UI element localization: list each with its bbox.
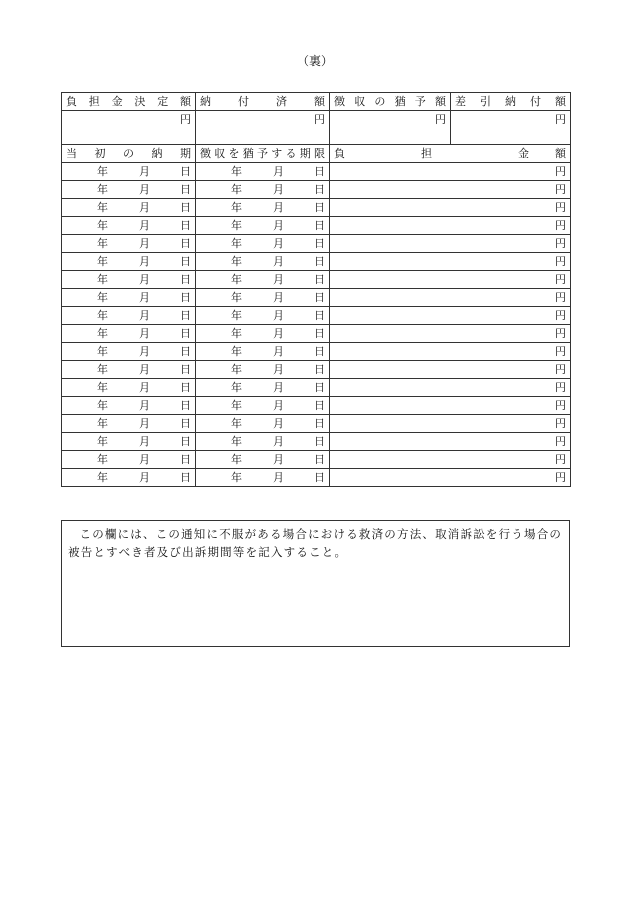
deferral-deadline-year-unit: 年 [231,165,242,178]
original-due-year-unit: 年 [97,417,108,430]
burden-amount-cell[interactable]: 円 [330,199,571,217]
deferral-deadline-day-unit: 日 [314,165,325,178]
schedule-row [62,163,571,181]
header-paid: 納付済額 [196,93,330,111]
deferral-deadline-month-unit: 月 [273,399,284,412]
original-due-year-unit: 年 [97,201,108,214]
original-due-date-cell[interactable] [62,325,196,343]
header-burden-decided: 負担金決定額 [62,93,196,111]
original-due-date-cell[interactable] [62,217,196,235]
deferral-deadline-year-unit: 年 [231,219,242,232]
deferral-deadline-day-unit: 日 [314,183,325,196]
deferral-deadline-month-unit: 月 [273,453,284,466]
deferral-deadline-day-unit: 日 [314,345,325,358]
original-due-day-unit: 日 [180,345,191,358]
burden-amount-cell[interactable]: 円 [330,451,571,469]
subheader-char-3: 金 [518,147,529,160]
original-due-year-unit: 年 [97,471,108,484]
deferral-deadline-month-unit: 月 [273,435,284,448]
original-due-day-unit: 日 [180,273,191,286]
original-due-year-unit: 年 [97,363,108,376]
deferral-deadline-day-unit: 日 [314,273,325,286]
original-due-date-cell[interactable] [62,469,196,487]
original-due-day-unit: 日 [180,381,191,394]
original-due-month-unit: 月 [139,273,150,286]
original-due-year-unit: 年 [97,381,108,394]
original-due-date-cell[interactable] [62,379,196,397]
remedy-note-box [61,520,570,647]
original-due-month-unit: 月 [139,183,150,196]
burden-amount-cell[interactable]: 円 [330,289,571,307]
header-row [62,93,571,111]
original-due-day-unit: 日 [180,201,191,214]
original-due-month-unit: 月 [139,309,150,322]
schedule-row [62,289,571,307]
deferral-deadline-day-unit: 日 [314,201,325,214]
burden-amount-cell[interactable]: 円 [330,253,571,271]
deferral-deadline-month-unit: 月 [273,327,284,340]
deferral-deadline-year-unit: 年 [231,417,242,430]
original-due-month-unit: 月 [139,435,150,448]
deferral-deadline-year-unit: 年 [231,345,242,358]
original-due-day-unit: 日 [180,327,191,340]
original-due-date-cell[interactable] [62,253,196,271]
schedule-row [62,343,571,361]
header-deferred: 徴収の猶予額 [330,93,451,111]
original-due-month-unit: 月 [139,471,150,484]
original-due-month-unit: 月 [139,165,150,178]
deferral-deadline-month-unit: 月 [273,219,284,232]
original-due-date-cell[interactable] [62,163,196,181]
deferral-deadline-month-unit: 月 [273,345,284,358]
burden-amount-cell[interactable]: 円 [330,271,571,289]
schedule-row [62,253,571,271]
deferral-deadline-date-cell[interactable] [196,415,330,433]
burden-form-table [61,92,571,487]
original-due-month-unit: 月 [139,327,150,340]
burden-amount-cell[interactable]: 円 [330,397,571,415]
original-due-date-cell[interactable] [62,361,196,379]
subheader-char-4: 額 [555,147,566,160]
deferral-deadline-year-unit: 年 [231,363,242,376]
original-due-day-unit: 日 [180,183,191,196]
deferral-deadline-date-cell[interactable] [196,163,330,181]
deferral-deadline-month-unit: 月 [273,381,284,394]
original-due-month-unit: 月 [139,291,150,304]
deferral-deadline-date-cell[interactable] [196,271,330,289]
deferral-deadline-month-unit: 月 [273,237,284,250]
burden-amount-cell[interactable]: 円 [330,163,571,181]
schedule-row [62,199,571,217]
deferral-deadline-month-unit: 月 [273,471,284,484]
header-net-payable: 差引納付額 [451,93,571,111]
original-due-month-unit: 月 [139,453,150,466]
original-due-day-unit: 日 [180,237,191,250]
deferral-deadline-day-unit: 日 [314,435,325,448]
deferral-deadline-year-unit: 年 [231,255,242,268]
burden-amount-cell[interactable]: 円 [330,307,571,325]
deferral-deadline-date-cell[interactable] [196,181,330,199]
burden-amount-cell[interactable]: 円 [330,379,571,397]
subheader-char-2: 担 [421,147,432,160]
original-due-date-cell[interactable] [62,343,196,361]
deferral-deadline-month-unit: 月 [273,255,284,268]
original-due-month-unit: 月 [139,345,150,358]
original-due-date-cell[interactable] [62,289,196,307]
deferral-deadline-day-unit: 日 [314,237,325,250]
original-due-day-unit: 日 [180,165,191,178]
original-due-day-unit: 日 [180,417,191,430]
schedule-row [62,397,571,415]
original-due-day-unit: 日 [180,435,191,448]
deferral-deadline-day-unit: 日 [314,471,325,484]
subheader-row [62,145,571,163]
original-due-day-unit: 日 [180,363,191,376]
deferral-deadline-date-cell[interactable] [196,433,330,451]
original-due-date-cell[interactable] [62,199,196,217]
deferral-deadline-year-unit: 年 [231,381,242,394]
schedule-row [62,433,571,451]
original-due-month-unit: 月 [139,399,150,412]
original-due-year-unit: 年 [97,309,108,322]
deferral-deadline-day-unit: 日 [314,219,325,232]
deferral-deadline-year-unit: 年 [231,237,242,250]
deferral-deadline-date-cell[interactable] [196,343,330,361]
deferral-deadline-day-unit: 日 [314,309,325,322]
deferral-deadline-date-cell[interactable] [196,397,330,415]
deferral-deadline-date-cell[interactable] [196,361,330,379]
amount-paid[interactable]: 円 [196,111,330,145]
original-due-day-unit: 日 [180,219,191,232]
burden-amount-cell[interactable]: 円 [330,343,571,361]
deferral-deadline-date-cell[interactable] [196,469,330,487]
original-due-year-unit: 年 [97,345,108,358]
original-due-day-unit: 日 [180,471,191,484]
deferral-deadline-date-cell[interactable] [196,217,330,235]
deferral-deadline-year-unit: 年 [231,327,242,340]
subheader-deferral-deadline: 徴収を猶予する期限 [196,145,330,163]
original-due-month-unit: 月 [139,381,150,394]
deferral-deadline-month-unit: 月 [273,417,284,430]
original-due-year-unit: 年 [97,435,108,448]
original-due-date-cell[interactable] [62,307,196,325]
deferral-deadline-day-unit: 日 [314,327,325,340]
deferral-deadline-month-unit: 月 [273,183,284,196]
original-due-year-unit: 年 [97,183,108,196]
remedy-note-text: この欄には、この通知に不服がある場合における救済の方法、取消訴訟を行う場合の被告とすべき者及び出訴期間等を記入すること。 [68,527,563,559]
original-due-day-unit: 日 [180,399,191,412]
deferral-deadline-date-cell[interactable] [196,199,330,217]
deferral-deadline-day-unit: 日 [314,363,325,376]
deferral-deadline-date-cell[interactable] [196,307,330,325]
burden-amount-cell[interactable]: 円 [330,217,571,235]
burden-amount-cell[interactable]: 円 [330,361,571,379]
amount-row [62,111,571,145]
schedule-row [62,379,571,397]
deferral-deadline-date-cell[interactable] [196,235,330,253]
original-due-day-unit: 日 [180,309,191,322]
original-due-year-unit: 年 [97,399,108,412]
deferral-deadline-year-unit: 年 [231,201,242,214]
deferral-deadline-month-unit: 月 [273,165,284,178]
deferral-deadline-day-unit: 日 [314,291,325,304]
original-due-month-unit: 月 [139,201,150,214]
burden-amount-cell[interactable]: 円 [330,433,571,451]
burden-amount-cell[interactable]: 円 [330,325,571,343]
schedule-row [62,181,571,199]
burden-amount-cell[interactable]: 円 [330,469,571,487]
amount-deferred[interactable]: 円 [330,111,451,145]
original-due-year-unit: 年 [97,327,108,340]
original-due-year-unit: 年 [97,273,108,286]
schedule-row [62,217,571,235]
original-due-day-unit: 日 [180,255,191,268]
original-due-month-unit: 月 [139,237,150,250]
subheader-char-1: 負 [334,147,345,160]
original-due-month-unit: 月 [139,417,150,430]
deferral-deadline-month-unit: 月 [273,201,284,214]
original-due-month-unit: 月 [139,363,150,376]
subheader-burden-amount [330,145,571,163]
deferral-deadline-day-unit: 日 [314,255,325,268]
original-due-year-unit: 年 [97,291,108,304]
deferral-deadline-year-unit: 年 [231,435,242,448]
subheader-original-due: 当初の納期 [62,145,196,163]
deferral-deadline-month-unit: 月 [273,273,284,286]
original-due-year-unit: 年 [97,219,108,232]
deferral-deadline-date-cell[interactable] [196,325,330,343]
original-due-year-unit: 年 [97,453,108,466]
amount-burden-decided[interactable]: 円 [62,111,196,145]
deferral-deadline-date-cell[interactable] [196,451,330,469]
original-due-date-cell[interactable] [62,181,196,199]
deferral-deadline-year-unit: 年 [231,273,242,286]
original-due-day-unit: 日 [180,291,191,304]
original-due-month-unit: 月 [139,255,150,268]
schedule-row [62,469,571,487]
deferral-deadline-day-unit: 日 [314,381,325,394]
schedule-row [62,415,571,433]
schedule-row [62,451,571,469]
original-due-date-cell[interactable] [62,451,196,469]
original-due-date-cell[interactable] [62,433,196,451]
deferral-deadline-year-unit: 年 [231,183,242,196]
deferral-deadline-month-unit: 月 [273,363,284,376]
deferral-deadline-day-unit: 日 [314,399,325,412]
deferral-deadline-day-unit: 日 [314,417,325,430]
deferral-deadline-date-cell[interactable] [196,253,330,271]
schedule-row [62,325,571,343]
deferral-deadline-year-unit: 年 [231,399,242,412]
deferral-deadline-month-unit: 月 [273,309,284,322]
deferral-deadline-year-unit: 年 [231,291,242,304]
deferral-deadline-date-cell[interactable] [196,379,330,397]
deferral-deadline-year-unit: 年 [231,453,242,466]
amount-net-payable[interactable]: 円 [451,111,571,145]
schedule-row [62,361,571,379]
burden-amount-cell[interactable]: 円 [330,235,571,253]
original-due-year-unit: 年 [97,165,108,178]
original-due-day-unit: 日 [180,453,191,466]
deferral-deadline-date-cell[interactable] [196,289,330,307]
original-due-date-cell[interactable] [62,235,196,253]
schedule-row [62,271,571,289]
original-due-year-unit: 年 [97,255,108,268]
original-due-year-unit: 年 [97,237,108,250]
deferral-deadline-year-unit: 年 [231,471,242,484]
schedule-row [62,307,571,325]
original-due-date-cell[interactable] [62,415,196,433]
deferral-deadline-month-unit: 月 [273,291,284,304]
schedule-row [62,235,571,253]
original-due-month-unit: 月 [139,219,150,232]
burden-amount-cell[interactable]: 円 [330,181,571,199]
page-title: （裏） [296,54,333,68]
deferral-deadline-day-unit: 日 [314,453,325,466]
original-due-date-cell[interactable] [62,271,196,289]
original-due-date-cell[interactable] [62,397,196,415]
deferral-deadline-year-unit: 年 [231,309,242,322]
burden-amount-cell[interactable]: 円 [330,415,571,433]
